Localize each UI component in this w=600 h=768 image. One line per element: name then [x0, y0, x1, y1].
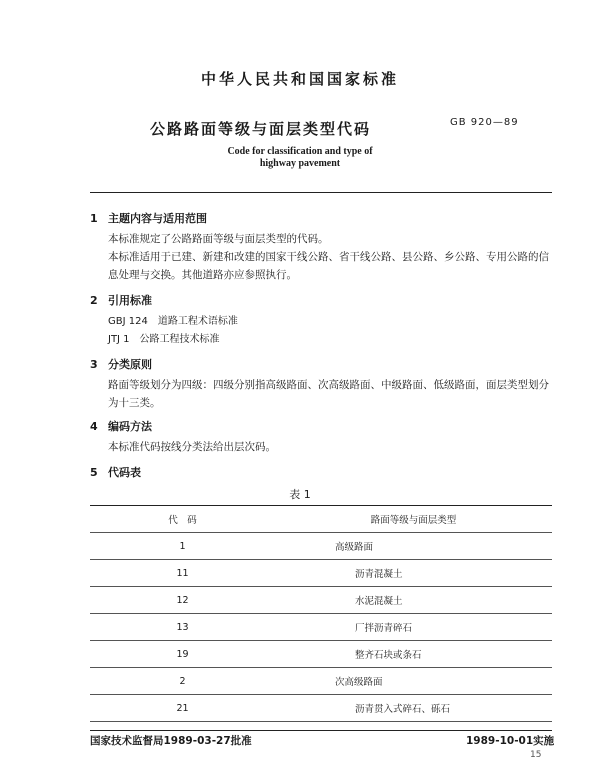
section-3-heading	[90, 356, 152, 372]
section-number: 5	[90, 466, 98, 479]
table-row	[90, 641, 552, 668]
code-cell: 11	[90, 560, 275, 587]
section-title: 代码表	[108, 466, 141, 479]
section-title: 引用标准	[108, 294, 152, 307]
type-cell: 厂拌沥青碎石	[275, 614, 552, 641]
header-divider	[90, 192, 552, 193]
code-table	[90, 505, 552, 722]
document-title: 公路路面等级与面层类型代码	[150, 120, 372, 138]
section-1-paragraph-1: 本标准规定了公路路面等级与面层类型的代码。	[108, 233, 329, 245]
section-1-heading	[90, 210, 207, 226]
type-cell: 沥青贯入式碎石、砾石	[275, 695, 552, 722]
table-caption: 表 1	[289, 488, 311, 501]
code-cell: 13	[90, 614, 275, 641]
type-cell: 整齐石块或条石	[275, 641, 552, 668]
section-5-heading	[90, 464, 141, 480]
table-row	[90, 668, 552, 695]
section-title: 编码方法	[108, 420, 152, 433]
section-title: 主题内容与适用范围	[108, 212, 207, 225]
approval-date: 国家技术监督局1989-03-27批准	[90, 735, 252, 747]
code-cell: 2	[90, 668, 275, 695]
section-title: 分类原则	[108, 358, 152, 371]
code-cell: 1	[90, 533, 275, 560]
section-number: 3	[90, 358, 98, 371]
table-row	[90, 587, 552, 614]
type-cell: 次高级路面	[275, 668, 552, 695]
english-title-line-1: Code for classification and type of	[227, 146, 373, 157]
section-4-heading	[90, 418, 152, 434]
code-cell: 19	[90, 641, 275, 668]
section-3-paragraph: 路面等级划分为四级：四级分别指高级路面、次高级路面、中级路面、低级路面，面层类型划分为十三类。	[108, 379, 549, 409]
section-number: 1	[90, 212, 98, 225]
table-header-row	[90, 506, 552, 533]
effective-date: 1989-10-01实施	[466, 735, 555, 747]
section-4-paragraph: 本标准代码按线分类法给出层次码。	[108, 441, 276, 453]
reference-item: GBJ 124 道路工程术语标准	[108, 316, 238, 327]
page-number: 15	[530, 750, 542, 760]
table-row	[90, 533, 552, 560]
standard-type-heading: 中华人民共和国国家标准	[200, 70, 399, 88]
footer-divider	[90, 730, 552, 731]
type-cell: 沥青混凝土	[275, 560, 552, 587]
english-title-line-2: highway pavement	[259, 158, 341, 169]
reference-item: JTJ 1 公路工程技术标准	[108, 334, 220, 345]
section-2-heading	[90, 292, 152, 308]
type-cell: 高级路面	[275, 533, 552, 560]
section-number: 2	[90, 294, 98, 307]
standard-code: GB 920—89	[450, 117, 519, 128]
table-row	[90, 695, 552, 722]
type-cell: 水泥混凝土	[275, 587, 552, 614]
section-number: 4	[90, 420, 98, 433]
code-cell: 21	[90, 695, 275, 722]
section-1-paragraph-2: 本标准适用于已建、新建和改建的国家干线公路、省干线公路、县公路、乡公路、专用公路的信息处理与交换。其他道路亦应参照执行。	[108, 251, 549, 281]
column-header-code: 代 码	[90, 506, 275, 533]
table-row	[90, 614, 552, 641]
table-row	[90, 560, 552, 587]
code-cell: 12	[90, 587, 275, 614]
column-header-type: 路面等级与面层类型	[275, 506, 552, 533]
